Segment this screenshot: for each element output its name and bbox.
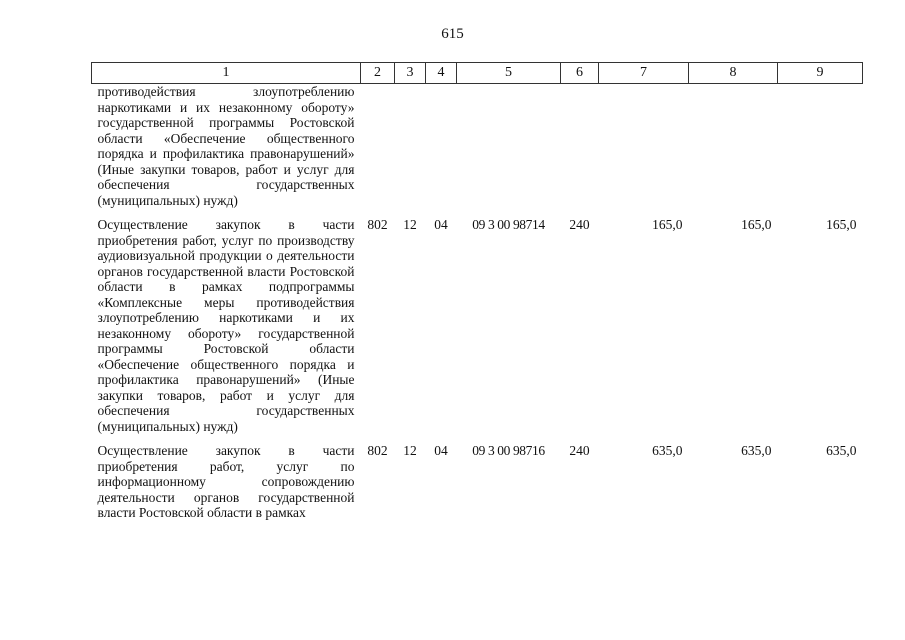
amount-year-1 [599, 84, 689, 209]
column-header: 3 [395, 63, 426, 84]
target-article-code: 09 3 00 98716 [472, 443, 545, 458]
column-header: 5 [457, 63, 561, 84]
column-header: 8 [689, 63, 778, 84]
table-row [92, 84, 863, 209]
amount-year-2 [689, 84, 778, 209]
header-row [92, 63, 863, 84]
amount-year-2: 635,0 [741, 443, 772, 458]
expense-type-code: 240 [569, 217, 590, 232]
amount-year-3: 635,0 [826, 443, 857, 458]
row-description: противодействия злоупотреблению наркотиками и их незаконному обороту» государственной программы Ростовской области «Обеспечение общественного порядка и профилактика правонарушений» (Иные закупки товаров, работ и услуг для обеспечения государственных (муниципальных) нужд) [97, 84, 355, 208]
expense-type-code: 240 [569, 443, 590, 458]
column-header: 4 [426, 63, 457, 84]
subsection-code: 04 [434, 217, 448, 232]
amount-year-3 [778, 84, 863, 209]
row-description: Осуществление закупок в части приобретения работ, услуг по информационному сопровождению деятельности органов государственной власти Ростовской области в рамках [97, 443, 355, 520]
section-code: 12 [403, 443, 417, 458]
section-code [395, 84, 426, 209]
target-article-code [457, 84, 561, 209]
table-row [92, 208, 863, 434]
row-description: Осуществление закупок в части приобретения работ, услуг по производству аудиовизуальной продукции о деятельности органов государственной власти Ростовской области в рамках подпрограммы «Комплексные меры противодействия злоупотреблению наркотиками и их незаконному обороту» государственной программы Ростовской области «Обеспечение общественного порядка и профилактика правонарушений» (Иные закупки товаров, работ и услуг для обеспечения государственных (муниципальных) нужд) [97, 217, 355, 434]
section-code: 12 [403, 217, 417, 232]
column-header: 9 [778, 63, 863, 84]
target-article-code: 09 3 00 98714 [472, 217, 545, 232]
column-header: 1 [92, 63, 361, 84]
column-header: 6 [561, 63, 599, 84]
ministry-code: 802 [367, 217, 388, 232]
column-header: 7 [599, 63, 689, 84]
ministry-code: 802 [367, 443, 388, 458]
amount-year-2: 165,0 [741, 217, 772, 232]
ministry-code [361, 84, 395, 209]
amount-year-3: 165,0 [826, 217, 857, 232]
subsection-code [426, 84, 457, 209]
expense-type-code [561, 84, 599, 209]
table-row [92, 434, 863, 521]
column-header: 2 [361, 63, 395, 84]
page-number: 615 [441, 26, 464, 42]
amount-year-1: 165,0 [652, 217, 683, 232]
subsection-code: 04 [434, 443, 448, 458]
budget-table [91, 62, 863, 521]
amount-year-1: 635,0 [652, 443, 683, 458]
